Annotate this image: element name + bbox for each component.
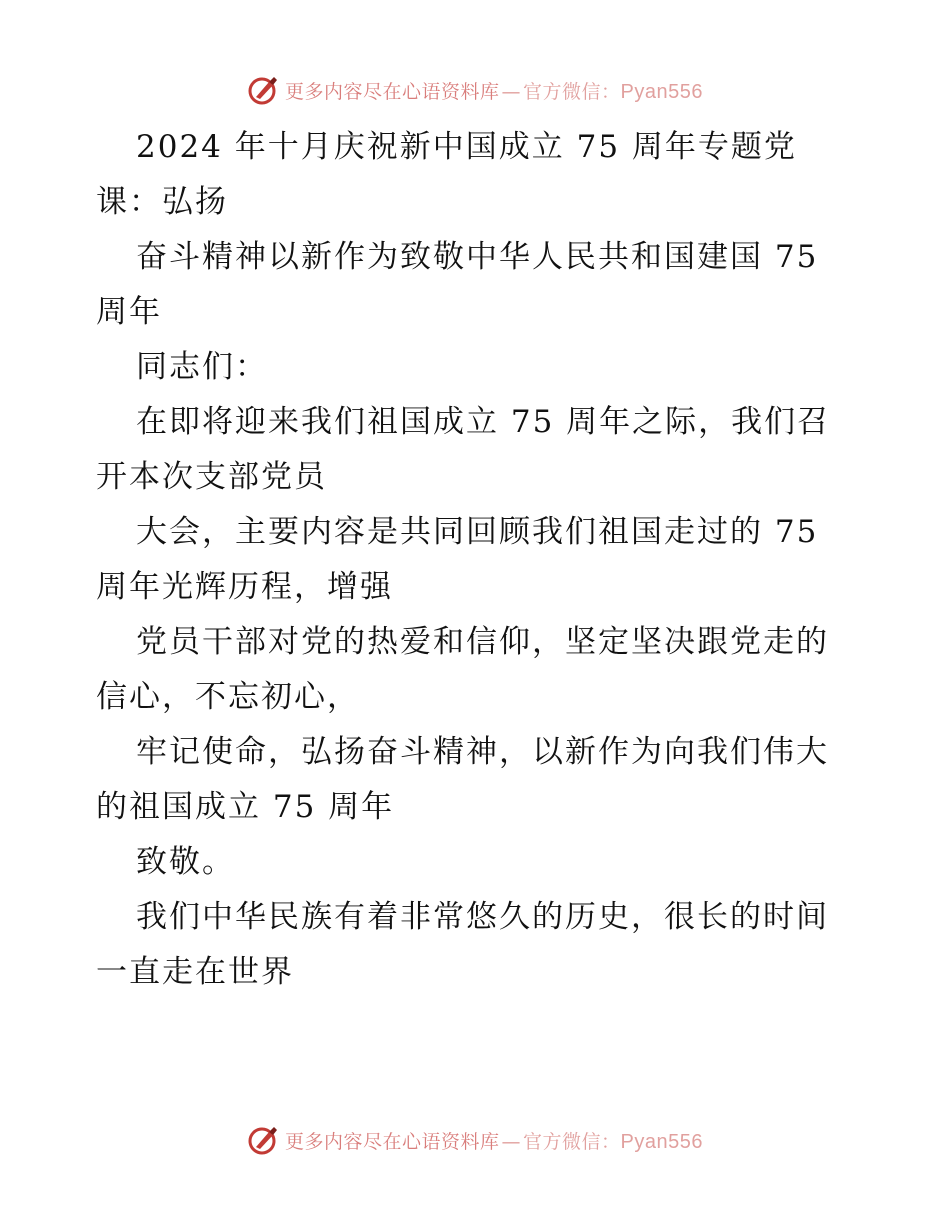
- watermark-wechat-id: Pyan556: [620, 1130, 703, 1153]
- brush-logo-icon: [247, 1124, 279, 1156]
- line: 周年: [96, 294, 162, 330]
- line: 周年光辉历程，增强: [96, 569, 393, 605]
- line: 致敬。: [136, 844, 235, 880]
- watermark-sub: 官方微信：: [523, 1130, 621, 1153]
- line: 牢记使命，弘扬奋斗精神，以新作为向我们伟大: [136, 734, 829, 770]
- watermark-text: [285, 77, 703, 104]
- brush-logo-icon: [247, 74, 279, 106]
- line: 党员干部对党的热爱和信仰，坚定坚决跟党走的: [136, 624, 829, 660]
- document-body: [96, 120, 856, 1000]
- paragraph: [96, 615, 856, 725]
- watermark-main: 更多内容尽在心语资料库: [285, 80, 500, 103]
- watermark-wechat-id: Pyan556: [620, 80, 703, 103]
- line: 2024 年十月庆祝新中国成立 75 周年专题党: [136, 129, 797, 165]
- header-watermark: [0, 70, 950, 110]
- line: 我们中华民族有着非常悠久的历史，很长的时间: [136, 899, 829, 935]
- watermark-text: [285, 1127, 703, 1154]
- line: 开本次支部党员: [96, 459, 327, 495]
- paragraph: [96, 340, 856, 395]
- paragraph: [96, 890, 856, 1000]
- watermark-main: 更多内容尽在心语资料库: [285, 1130, 500, 1153]
- paragraph: [96, 120, 856, 230]
- line: 同志们：: [136, 349, 268, 385]
- line: 信心，不忘初心，: [96, 679, 360, 715]
- watermark-dash: —: [501, 1130, 522, 1153]
- line: 的祖国成立 75 周年: [96, 789, 395, 825]
- paragraph: [96, 505, 856, 615]
- line: 奋斗精神以新作为致敬中华人民共和国建国 75: [136, 239, 819, 275]
- paragraph: [96, 725, 856, 835]
- line: 一直走在世界: [96, 954, 294, 990]
- footer-watermark: [0, 1120, 950, 1160]
- watermark-dash: —: [501, 80, 522, 103]
- paragraph: [96, 230, 856, 340]
- watermark-sub: 官方微信：: [523, 80, 621, 103]
- line: 在即将迎来我们祖国成立 75 周年之际，我们召: [136, 404, 831, 440]
- paragraph: [96, 395, 856, 505]
- paragraph: [96, 835, 856, 890]
- line: 大会，主要内容是共同回顾我们祖国走过的 75: [136, 514, 819, 550]
- line: 课：弘扬: [96, 184, 228, 220]
